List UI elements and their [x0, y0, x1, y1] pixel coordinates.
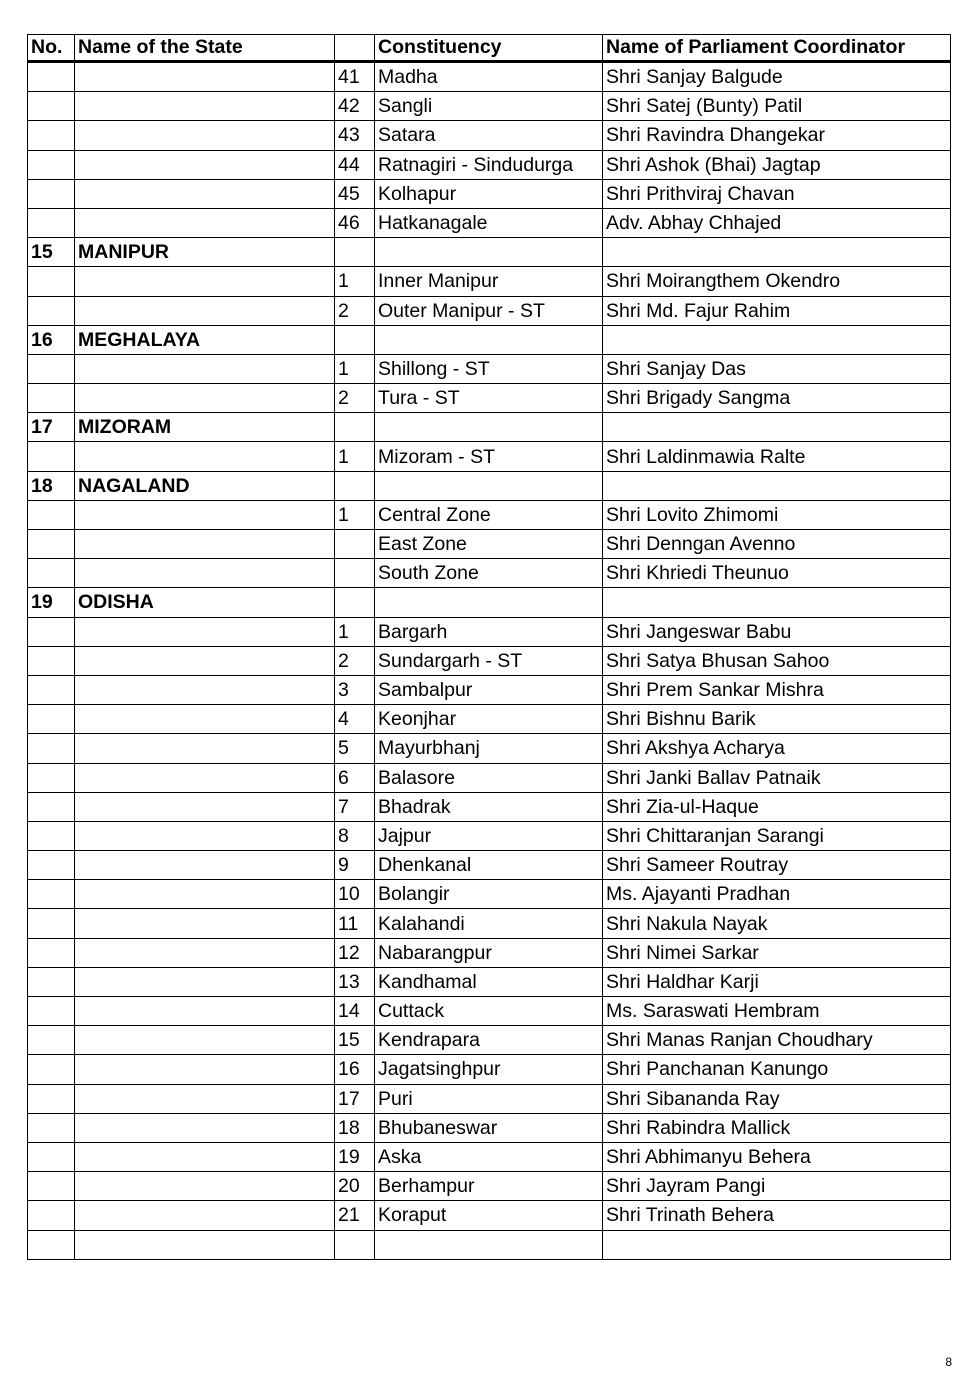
constituency-row [28, 1055, 951, 1084]
coordinator-name [603, 471, 951, 500]
coordinator-name [603, 238, 951, 267]
constituency-name: Kendrapara [375, 1026, 603, 1055]
state-name [75, 1230, 335, 1259]
constituency-row [28, 384, 951, 413]
constituency-row [28, 967, 951, 996]
state-number [28, 179, 75, 208]
state-number [28, 1172, 75, 1201]
state-name [75, 967, 335, 996]
state-name [75, 1172, 335, 1201]
constituency-name: Bhubaneswar [375, 1113, 603, 1142]
coordinator-name: Shri Bishnu Barik [603, 705, 951, 734]
coordinator-name: Shri Satej (Bunty) Patil [603, 92, 951, 121]
coordinator-name [603, 413, 951, 442]
state-number [28, 121, 75, 150]
constituency-number: 9 [335, 851, 375, 880]
constituency-row [28, 150, 951, 179]
state-number [28, 208, 75, 237]
coordinator-name: Shri Trinath Behera [603, 1201, 951, 1230]
constituency-name: Mayurbhanj [375, 734, 603, 763]
coordinator-name: Shri Sanjay Balgude [603, 62, 951, 92]
constituency-number: 15 [335, 1026, 375, 1055]
constituency-number: 21 [335, 1201, 375, 1230]
state-name [75, 442, 335, 471]
constituency-row [28, 1142, 951, 1171]
coordinator-name: Ms. Saraswati Hembram [603, 997, 951, 1026]
constituency-row [28, 559, 951, 588]
constituency-row [28, 530, 951, 559]
coordinator-name: Shri Haldhar Karji [603, 967, 951, 996]
state-name [75, 1201, 335, 1230]
constituency-number: 8 [335, 821, 375, 850]
constituency-row [28, 267, 951, 296]
table-header-row [28, 35, 951, 62]
constituency-number: 16 [335, 1055, 375, 1084]
state-name [75, 1113, 335, 1142]
state-name [75, 1142, 335, 1171]
constituency-name: Kandhamal [375, 967, 603, 996]
state-number [28, 997, 75, 1026]
constituency-name: Kolhapur [375, 179, 603, 208]
constituency-number: 2 [335, 296, 375, 325]
constituency-name [375, 1230, 603, 1259]
state-name [75, 705, 335, 734]
constituency-row [28, 121, 951, 150]
constituency-number: 2 [335, 646, 375, 675]
constituency-name: Balasore [375, 763, 603, 792]
coordinator-name: Shri Janki Ballav Patnaik [603, 763, 951, 792]
constituency-number: 10 [335, 880, 375, 909]
constituency-number: 7 [335, 792, 375, 821]
constituency-row [28, 208, 951, 237]
coordinator-name: Shri Ravindra Dhangekar [603, 121, 951, 150]
state-name [75, 384, 335, 413]
constituency-name [375, 471, 603, 500]
constituency-name: Dhenkanal [375, 851, 603, 880]
constituency-number: 1 [335, 442, 375, 471]
constituency-number: 12 [335, 938, 375, 967]
state-number [28, 92, 75, 121]
constituency-name: Tura - ST [375, 384, 603, 413]
state-number [28, 150, 75, 179]
constituency-number: 45 [335, 179, 375, 208]
coordinator-name: Shri Brigady Sangma [603, 384, 951, 413]
constituency-row [28, 354, 951, 383]
coordinator-name: Shri Nakula Nayak [603, 909, 951, 938]
constituency-number: 13 [335, 967, 375, 996]
constituency-number [335, 471, 375, 500]
constituency-name: Puri [375, 1084, 603, 1113]
state-number: 17 [28, 413, 75, 442]
state-row [28, 588, 951, 617]
state-number [28, 1055, 75, 1084]
coordinator-name: Shri Denngan Avenno [603, 530, 951, 559]
state-name [75, 880, 335, 909]
constituency-name: Outer Manipur - ST [375, 296, 603, 325]
constituency-number: 14 [335, 997, 375, 1026]
state-row [28, 471, 951, 500]
coordinator-name: Shri Panchanan Kanungo [603, 1055, 951, 1084]
state-name [75, 559, 335, 588]
constituency-name [375, 238, 603, 267]
state-number [28, 296, 75, 325]
constituency-number: 43 [335, 121, 375, 150]
state-number [28, 909, 75, 938]
state-number [28, 1026, 75, 1055]
state-number [28, 617, 75, 646]
coordinator-name: Shri Khriedi Theunuo [603, 559, 951, 588]
coordinator-name: Shri Manas Ranjan Choudhary [603, 1026, 951, 1055]
coordinator-name: Shri Md. Fajur Rahim [603, 296, 951, 325]
state-name: MANIPUR [75, 238, 335, 267]
state-name [75, 734, 335, 763]
constituency-number: 20 [335, 1172, 375, 1201]
constituency-number: 1 [335, 500, 375, 529]
constituency-number [335, 559, 375, 588]
constituency-name: Jajpur [375, 821, 603, 850]
coordinator-table [27, 34, 951, 1260]
coordinator-name: Ms. Ajayanti Pradhan [603, 880, 951, 909]
constituency-name [375, 413, 603, 442]
constituency-number: 1 [335, 617, 375, 646]
state-number [28, 763, 75, 792]
state-name [75, 792, 335, 821]
constituency-name: Kalahandi [375, 909, 603, 938]
constituency-row [28, 646, 951, 675]
coordinator-name [603, 325, 951, 354]
state-name [75, 354, 335, 383]
state-name [75, 62, 335, 92]
state-number [28, 675, 75, 704]
constituency-name: Sambalpur [375, 675, 603, 704]
state-name [75, 646, 335, 675]
header-num [335, 35, 375, 62]
state-number [28, 1113, 75, 1142]
coordinator-name: Shri Prithviraj Chavan [603, 179, 951, 208]
state-number [28, 734, 75, 763]
state-name [75, 150, 335, 179]
state-number [28, 267, 75, 296]
coordinator-name: Shri Laldinmawia Ralte [603, 442, 951, 471]
state-number [28, 967, 75, 996]
state-name [75, 296, 335, 325]
coordinator-name: Shri Ashok (Bhai) Jagtap [603, 150, 951, 179]
constituency-name: East Zone [375, 530, 603, 559]
state-number [28, 880, 75, 909]
constituency-name: Inner Manipur [375, 267, 603, 296]
constituency-name: Sundargarh - ST [375, 646, 603, 675]
constituency-name: Aska [375, 1142, 603, 1171]
state-number [28, 792, 75, 821]
header-no: No. [28, 35, 75, 62]
coordinator-name: Shri Rabindra Mallick [603, 1113, 951, 1142]
constituency-row [28, 296, 951, 325]
coordinator-name [603, 1230, 951, 1259]
constituency-name: Keonjhar [375, 705, 603, 734]
state-number [28, 62, 75, 92]
constituency-row [28, 880, 951, 909]
constituency-row [28, 675, 951, 704]
coordinator-name [603, 588, 951, 617]
constituency-row [28, 500, 951, 529]
state-number: 19 [28, 588, 75, 617]
state-number [28, 530, 75, 559]
state-number [28, 442, 75, 471]
constituency-name: Hatkanagale [375, 208, 603, 237]
state-name [75, 617, 335, 646]
state-row [28, 238, 951, 267]
constituency-number: 2 [335, 384, 375, 413]
state-number [28, 821, 75, 850]
state-number [28, 938, 75, 967]
coordinator-name: Shri Satya Bhusan Sahoo [603, 646, 951, 675]
state-name: MIZORAM [75, 413, 335, 442]
header-constituency: Constituency [375, 35, 603, 62]
constituency-row [28, 62, 951, 92]
constituency-number [335, 413, 375, 442]
coordinator-name: Shri Lovito Zhimomi [603, 500, 951, 529]
state-number: 18 [28, 471, 75, 500]
constituency-number [335, 530, 375, 559]
constituency-row [28, 997, 951, 1026]
constituency-row [28, 1172, 951, 1201]
state-number [28, 500, 75, 529]
state-name [75, 938, 335, 967]
constituency-number: 17 [335, 1084, 375, 1113]
constituency-number: 41 [335, 62, 375, 92]
state-number [28, 705, 75, 734]
constituency-name [375, 325, 603, 354]
state-name [75, 909, 335, 938]
state-name: NAGALAND [75, 471, 335, 500]
state-name [75, 1055, 335, 1084]
state-number [28, 1142, 75, 1171]
state-name [75, 92, 335, 121]
constituency-number [335, 1230, 375, 1259]
coordinator-name: Shri Prem Sankar Mishra [603, 675, 951, 704]
state-name [75, 675, 335, 704]
constituency-row [28, 1230, 951, 1259]
page-number: 8 [945, 1355, 952, 1369]
state-number [28, 1201, 75, 1230]
coordinator-name: Shri Sibananda Ray [603, 1084, 951, 1113]
constituency-number: 19 [335, 1142, 375, 1171]
constituency-number: 42 [335, 92, 375, 121]
coordinator-name: Shri Chittaranjan Sarangi [603, 821, 951, 850]
coordinator-name: Shri Jangeswar Babu [603, 617, 951, 646]
state-name [75, 267, 335, 296]
constituency-row [28, 1026, 951, 1055]
constituency-row [28, 909, 951, 938]
constituency-name: Berhampur [375, 1172, 603, 1201]
constituency-name: Mizoram - ST [375, 442, 603, 471]
state-name [75, 1084, 335, 1113]
constituency-name: Nabarangpur [375, 938, 603, 967]
constituency-name: Bolangir [375, 880, 603, 909]
constituency-row [28, 1201, 951, 1230]
coordinator-name: Shri Akshya Acharya [603, 734, 951, 763]
state-name: ODISHA [75, 588, 335, 617]
constituency-row [28, 1084, 951, 1113]
state-name [75, 179, 335, 208]
state-row [28, 413, 951, 442]
state-name [75, 763, 335, 792]
constituency-name: Satara [375, 121, 603, 150]
coordinator-name: Shri Nimei Sarkar [603, 938, 951, 967]
constituency-row [28, 821, 951, 850]
constituency-name [375, 588, 603, 617]
constituency-number: 6 [335, 763, 375, 792]
state-number [28, 851, 75, 880]
constituency-row [28, 734, 951, 763]
constituency-name: Shillong - ST [375, 354, 603, 383]
state-number: 16 [28, 325, 75, 354]
coordinator-name: Shri Zia-ul-Haque [603, 792, 951, 821]
coordinator-name: Shri Abhimanyu Behera [603, 1142, 951, 1171]
constituency-number [335, 325, 375, 354]
constituency-number: 4 [335, 705, 375, 734]
constituency-name: Sangli [375, 92, 603, 121]
constituency-name: Ratnagiri - Sindudurga [375, 150, 603, 179]
state-name [75, 851, 335, 880]
state-number [28, 384, 75, 413]
coordinator-name: Shri Sanjay Das [603, 354, 951, 383]
constituency-row [28, 763, 951, 792]
constituency-name: Jagatsinghpur [375, 1055, 603, 1084]
constituency-name: Central Zone [375, 500, 603, 529]
state-number [28, 1230, 75, 1259]
coordinator-name: Shri Moirangthem Okendro [603, 267, 951, 296]
constituency-number: 3 [335, 675, 375, 704]
coordinator-name: Shri Sameer Routray [603, 851, 951, 880]
constituency-number [335, 588, 375, 617]
constituency-row [28, 938, 951, 967]
state-row [28, 325, 951, 354]
state-name [75, 121, 335, 150]
constituency-number: 11 [335, 909, 375, 938]
state-number [28, 646, 75, 675]
table-body [28, 62, 951, 1260]
constituency-row [28, 1113, 951, 1142]
state-name: MEGHALAYA [75, 325, 335, 354]
state-name [75, 997, 335, 1026]
state-name [75, 500, 335, 529]
header-state: Name of the State [75, 35, 335, 62]
state-number [28, 1084, 75, 1113]
state-name [75, 821, 335, 850]
constituency-number: 44 [335, 150, 375, 179]
constituency-number: 46 [335, 208, 375, 237]
constituency-number: 1 [335, 267, 375, 296]
constituency-row [28, 705, 951, 734]
constituency-row [28, 792, 951, 821]
constituency-number: 1 [335, 354, 375, 383]
constituency-row [28, 92, 951, 121]
constituency-name: Madha [375, 62, 603, 92]
constituency-row [28, 851, 951, 880]
state-number: 15 [28, 238, 75, 267]
state-name [75, 208, 335, 237]
coordinator-name: Shri Jayram Pangi [603, 1172, 951, 1201]
constituency-number [335, 238, 375, 267]
constituency-name: Koraput [375, 1201, 603, 1230]
constituency-row [28, 179, 951, 208]
constituency-name: Cuttack [375, 997, 603, 1026]
constituency-name: Bhadrak [375, 792, 603, 821]
state-number [28, 354, 75, 383]
state-name [75, 530, 335, 559]
coordinator-name: Adv. Abhay Chhajed [603, 208, 951, 237]
constituency-row [28, 442, 951, 471]
constituency-name: Bargarh [375, 617, 603, 646]
header-coordinator: Name of Parliament Coordinator [603, 35, 951, 62]
constituency-number: 18 [335, 1113, 375, 1142]
constituency-number: 5 [335, 734, 375, 763]
state-name [75, 1026, 335, 1055]
constituency-row [28, 617, 951, 646]
constituency-name: South Zone [375, 559, 603, 588]
state-number [28, 559, 75, 588]
